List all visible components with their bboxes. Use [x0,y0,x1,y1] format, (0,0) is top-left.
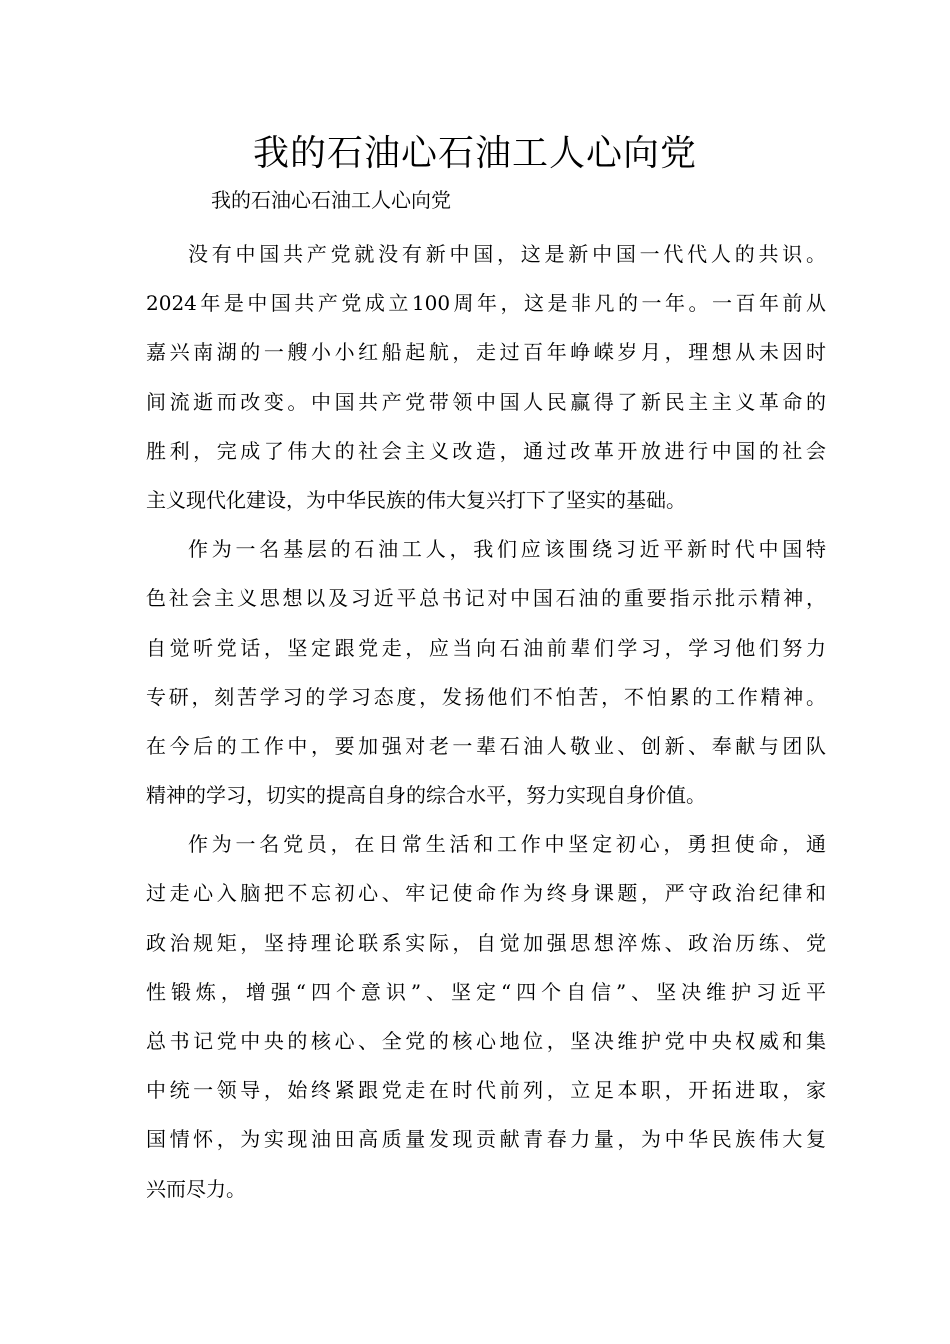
paragraph-line: 没有中国共产党就没有新中国，这是新中国一代代人的共识。 [188,242,826,266]
paragraph-line: 过走心入脑把不忘初心、牢记使命作为终身课题，严守政治纪律和 [146,881,826,906]
paragraph-line: 总书记党中央的核心、全党的核心地位，坚决维护党中央权威和集 [146,1029,826,1053]
paragraph-line: 主义现代化建设，为中华民族的伟大复兴打下了坚实的基础。 [146,487,686,512]
paragraph-line: 政治规矩，坚持理论联系实际，自觉加强思想淬炼、政治历练、党 [146,930,826,955]
paragraph-line: 精神的学习，切实的提高自身的综合水平，努力实现自身价值。 [146,783,706,808]
paragraph-line: 自觉听党话，坚定跟党走，应当向石油前辈们学习，学习他们努力 [146,635,826,660]
paragraph-3 [146,820,826,1214]
paragraph-line: 色社会主义思想以及习近平总书记对中国石油的重要指示批示精神， [146,586,826,611]
paragraph-line: 专研，刻苦学习的学习态度，发扬他们不怕苦，不怕累的工作精神。 [146,684,826,709]
paragraph-line: 国情怀，为实现油田高质量发现贡献青春力量，为中华民族伟大复 [146,1127,826,1152]
document-title: 我的石油心石油工人心向党 [252,133,697,174]
paragraph-line: 胜利，完成了伟大的社会主义改造，通过改革开放进行中国的社会 [146,438,826,463]
document-body [146,230,826,1214]
paragraph-line: 嘉兴南湖的一艘小小红船起航，走过百年峥嵘岁月，理想从未因时 [146,340,826,365]
document-subtitle: 我的石油心石油工人心向党 [211,188,451,212]
paragraph-line: 中统一领导，始终紧跟党走在时代前列，立足本职，开拓进取，家 [146,1078,826,1103]
paragraph-line: 兴而尽力。 [146,1176,246,1201]
paragraph-1 [146,230,826,525]
paragraph-line: 在今后的工作中，要加强对老一辈石油人敬业、创新、奉献与团队 [146,733,826,758]
paragraph-2 [146,525,826,820]
paragraph-line: 性锻炼，增强“四个意识”、坚定“四个自信”、坚决维护习近平 [146,979,826,1004]
paragraph-line: 作为一名基层的石油工人，我们应该围绕习近平新时代中国特 [188,537,826,562]
paragraph-line: 间流逝而改变。中国共产党带领中国人民赢得了新民主主义革命的 [146,389,826,414]
paragraph-line: 作为一名党员，在日常生活和工作中坚定初心，勇担使命，通 [188,832,826,857]
paragraph-line: 2024年是中国共产党成立100周年，这是非凡的一年。一百年前从 [146,291,826,316]
